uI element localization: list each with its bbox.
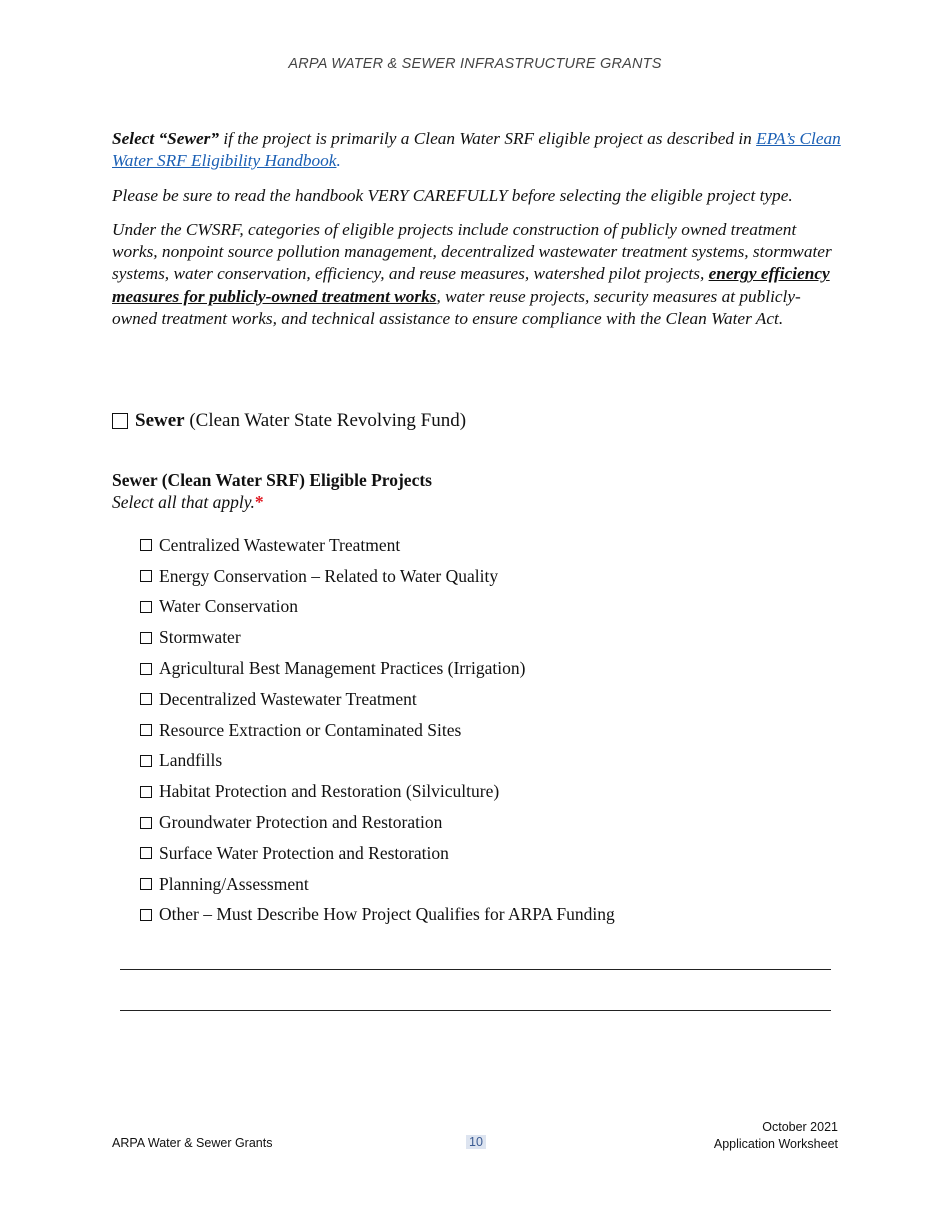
project-option-label: Agricultural Best Management Practices (Irrigation)	[159, 658, 526, 679]
project-checkbox[interactable]	[140, 663, 152, 675]
project-option[interactable]	[140, 530, 840, 561]
footer-left-title: ARPA Water & Sewer Grants	[112, 1136, 273, 1150]
eligible-projects-heading: Sewer (Clean Water SRF) Eligible Projects	[112, 470, 432, 490]
project-checkbox[interactable]	[140, 724, 152, 736]
select-sewer-label: Select “Sewer”	[112, 129, 220, 148]
handbook-link-period: .	[336, 151, 341, 171]
sewer-label: Sewer	[135, 410, 185, 431]
project-option[interactable]	[140, 807, 840, 838]
page-number: 10	[466, 1135, 486, 1149]
project-option[interactable]	[140, 592, 840, 623]
project-option-label: Planning/Assessment	[159, 873, 309, 894]
project-option[interactable]	[140, 684, 840, 715]
project-checkbox[interactable]	[140, 539, 152, 551]
project-checkbox[interactable]	[140, 909, 152, 921]
intro-paragraph-1	[112, 128, 842, 173]
project-checkbox[interactable]	[140, 693, 152, 705]
project-option-label: Energy Conservation – Related to Water Quality	[159, 565, 499, 586]
select-all-instruction	[112, 491, 432, 513]
intro-text-3b: , water reuse projects, security measures at publicly-owned treatment works, and technical assistance to ensure compliance with the Clean Water Act.	[112, 286, 801, 329]
instruction-text: Select all that apply.	[112, 492, 255, 512]
intro-paragraph-2: Please be sure to read the handbook VERY CAREFULLY before selecting the eligible project type.	[112, 185, 793, 205]
project-option[interactable]	[140, 869, 840, 900]
project-checkbox[interactable]	[140, 786, 152, 798]
project-option[interactable]	[140, 838, 840, 869]
intro-paragraph-3	[112, 219, 842, 330]
project-checkbox[interactable]	[140, 878, 152, 890]
footer-doc-type: Application Worksheet	[713, 1137, 838, 1151]
project-option[interactable]	[140, 622, 840, 653]
project-option-label: Stormwater	[159, 627, 241, 648]
project-option-label: Water Conservation	[159, 596, 299, 617]
eligible-projects-heading-block	[112, 469, 432, 513]
project-option-label: Resource Extraction or Contaminated Sites	[159, 719, 462, 740]
sewer-checkbox-row[interactable]	[112, 408, 466, 434]
project-option-label: Centralized Wastewater Treatment	[159, 534, 401, 555]
project-checkbox[interactable]	[140, 755, 152, 767]
project-checkbox[interactable]	[140, 632, 152, 644]
project-option-label: Landfills	[159, 750, 223, 771]
project-option[interactable]	[140, 653, 840, 684]
project-checkbox[interactable]	[140, 601, 152, 613]
intro-text-3a: Under the CWSRF, categories of eligible projects include construction of publicly owned treatment works, nonpoint source pollution management, decentralized wastewater treatment systems, stormwater systems, water conservation, efficiency, and reuse measures, watershed pilot projects,	[112, 219, 832, 284]
project-option-label: Habitat Protection and Restoration (Silviculture)	[159, 781, 500, 802]
project-option[interactable]	[140, 746, 840, 777]
project-option[interactable]	[140, 715, 840, 746]
project-option-label: Surface Water Protection and Restoration	[159, 842, 449, 863]
sewer-detail: (Clean Water State Revolving Fund)	[184, 410, 467, 431]
project-option-label: Groundwater Protection and Restoration	[159, 812, 443, 833]
project-option[interactable]	[140, 776, 840, 807]
project-option-label: Other – Must Describe How Project Qualifies for ARPA Funding	[159, 904, 615, 925]
sewer-checkbox[interactable]	[112, 413, 128, 429]
footer-right-block	[714, 1119, 838, 1153]
energy-efficiency-emphasis: energy efficiency measures for publicly-owned treatment works	[112, 264, 830, 306]
footer-date: October 2021	[762, 1120, 838, 1134]
eligible-projects-list	[140, 530, 840, 930]
required-asterisk: *	[254, 492, 264, 512]
handbook-link[interactable]: EPA’s Clean Water SRF Eligibility Handbook	[112, 129, 841, 171]
project-option[interactable]	[140, 561, 840, 592]
project-option[interactable]	[140, 900, 840, 931]
other-description-line-1[interactable]	[120, 969, 831, 970]
project-option-label: Decentralized Wastewater Treatment	[159, 688, 417, 709]
other-description-line-2[interactable]	[120, 1010, 831, 1011]
intro-text-1: if the project is primarily a Clean Water SRF eligible project as described in	[219, 129, 757, 148]
page-header-title: ARPA WATER & SEWER INFRASTRUCTURE GRANTS	[288, 56, 662, 72]
project-checkbox[interactable]	[140, 570, 152, 582]
project-checkbox[interactable]	[140, 817, 152, 829]
intro-section	[112, 128, 842, 330]
project-checkbox[interactable]	[140, 847, 152, 859]
